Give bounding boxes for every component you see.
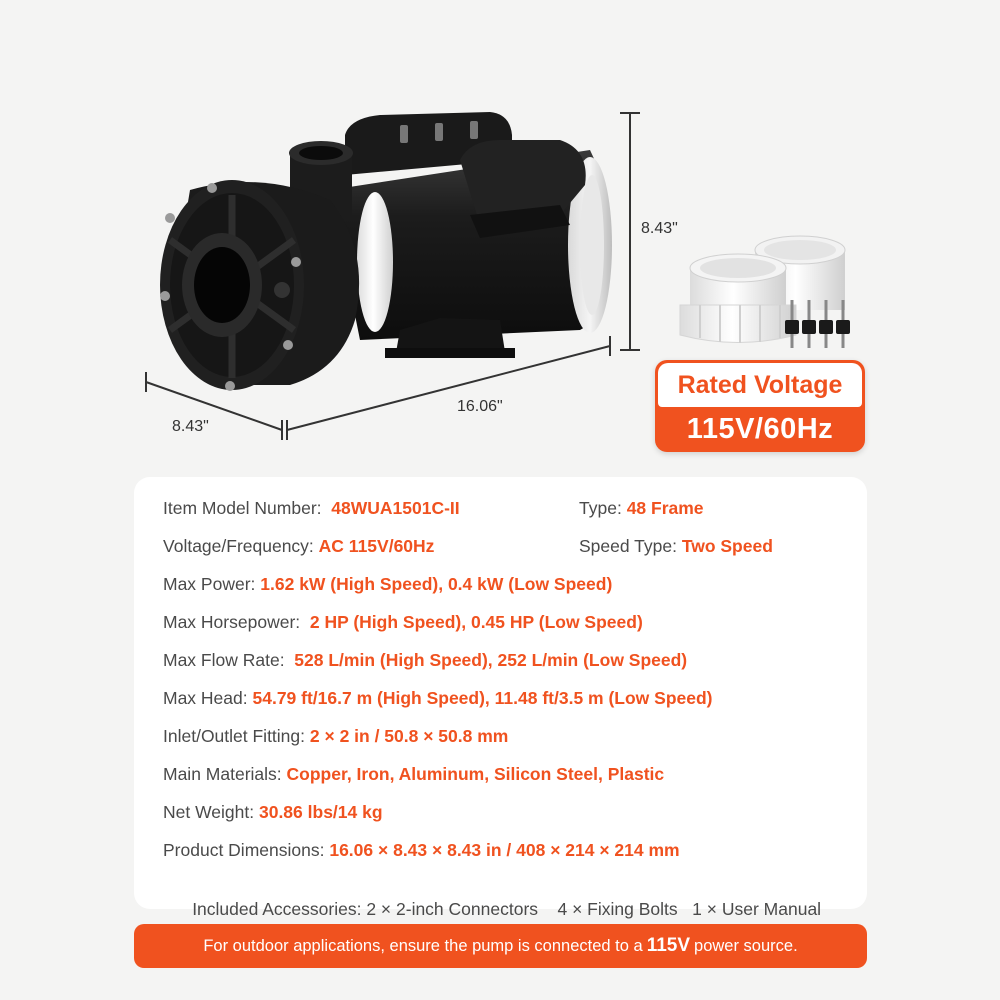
spec-max-horsepower: Max Horsepower: 2 HP (High Speed), 0.45 HP (Low Speed) [163,612,643,632]
length-dimension-label: 16.06" [457,398,503,415]
spec-fitting: Inlet/Outlet Fitting: 2 × 2 in / 50.8 × 50.8 mm [163,726,509,746]
spec-speed-type: Speed Type: Two Speed [579,536,773,556]
spec-voltage: Voltage/Frequency: AC 115V/60Hz [163,536,435,556]
pump-head [160,141,359,391]
spec-net-weight: Net Weight: 30.86 lbs/14 kg [163,802,383,822]
spec-max-flow-rate: Max Flow Rate: 528 L/min (High Speed), 252 L/min (Low Speed) [163,650,688,670]
spec-max-power: Max Power: 1.62 kW (High Speed), 0.4 kW (Low Speed) [163,574,613,594]
height-dimension-label: 8.43" [641,220,678,237]
spec-card [134,477,867,919]
pump-motor [330,112,612,358]
rated-voltage-label: Rated Voltage [658,363,862,407]
rated-voltage-value: 115V/60Hz [686,413,834,445]
outdoor-warning-banner: For outdoor applications, ensure the pump is connected to a 115V power source. [134,924,867,968]
width-dimension-label: 8.43" [172,418,209,435]
spec-model: Item Model Number: 48WUA1501C-II [163,498,460,518]
rated-voltage-badge [655,360,865,452]
spec-type: Type: 48 Frame [579,498,704,518]
product-image-area [0,0,1000,470]
spec-product-dimensions: Product Dimensions: 16.06 × 8.43 × 8.43 in / 408 × 214 × 214 mm [163,840,680,860]
spec-accessories: Included Accessories: 2 × 2-inch Connectors 4 × Fixing Bolts 1 × User Manual [192,899,822,919]
spec-materials: Main Materials: Copper, Iron, Aluminum, Silicon Steel, Plastic [163,764,665,784]
spec-max-head: Max Head: 54.79 ft/16.7 m (High Speed), 11.48 ft/3.5 m (Low Speed) [163,688,713,708]
